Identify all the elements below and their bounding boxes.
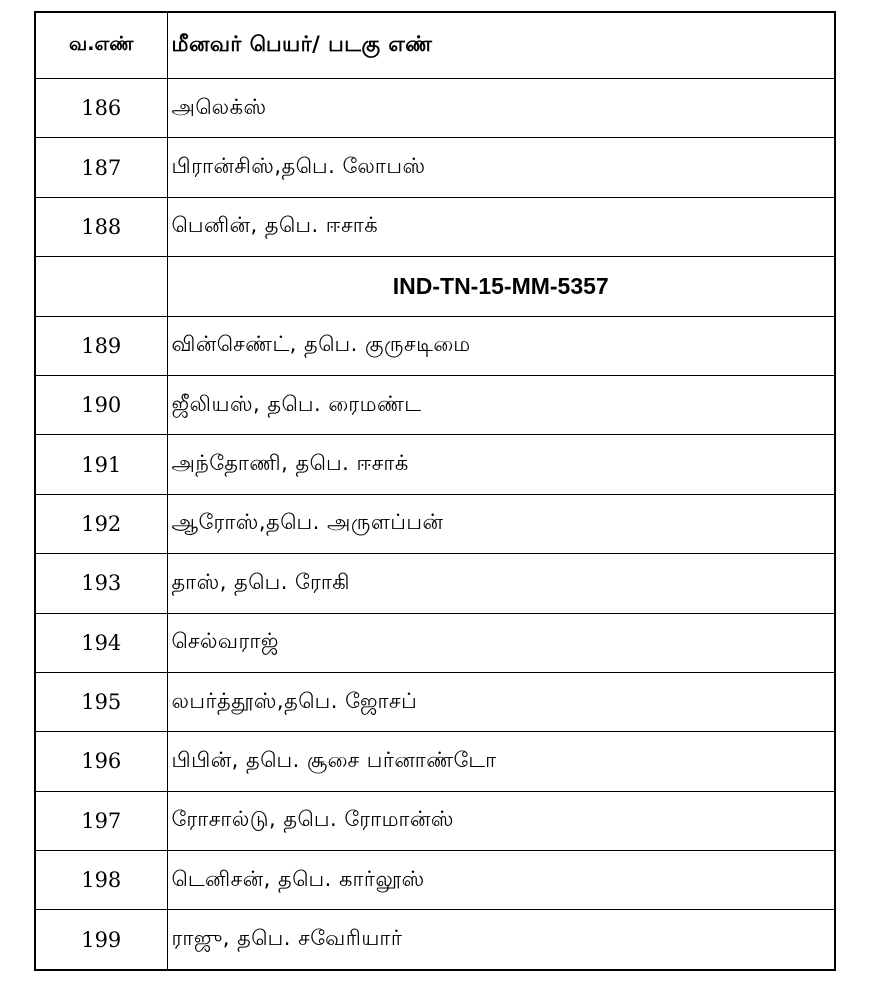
- fisherman-name-cell: அந்தோணி, தபெ. ஈசாக்: [167, 435, 835, 494]
- vessel-serial-cell: [35, 257, 167, 316]
- serial-number-cell: 193: [35, 554, 167, 613]
- fisherman-name-cell: டெனிசன், தபெ. கார்லூஸ்: [167, 851, 835, 910]
- table-row: [35, 732, 835, 791]
- table-row: [35, 554, 835, 613]
- serial-number-cell: 194: [35, 613, 167, 672]
- table-row: [35, 791, 835, 850]
- table-row: [35, 316, 835, 375]
- serial-number-cell: 191: [35, 435, 167, 494]
- fisherman-name-cell: ராஜு, தபெ. சவேரியார்: [167, 910, 835, 970]
- table-row: [35, 613, 835, 672]
- boat-registration-number: IND-TN-15-MM-5357: [167, 257, 835, 316]
- serial-number-cell: 186: [35, 79, 167, 138]
- fisherman-name-cell: ரோசால்டு, தபெ. ரோமான்ஸ்: [167, 791, 835, 850]
- fisherman-name-cell: அலெக்ஸ்: [167, 79, 835, 138]
- fisherman-name-cell: வின்செண்ட், தபெ. குருசடிமை: [167, 316, 835, 375]
- table-row: [35, 197, 835, 256]
- fisherman-name-cell: செல்வராஜ்: [167, 613, 835, 672]
- fisherman-name-cell: பெனின், தபெ. ஈசாக்: [167, 197, 835, 256]
- fisherman-name-cell: ஜீலியஸ், தபெ. ரைமண்ட: [167, 375, 835, 434]
- table-row: [35, 375, 835, 434]
- serial-number-cell: 190: [35, 375, 167, 434]
- serial-number-cell: 197: [35, 791, 167, 850]
- table-row: [35, 672, 835, 731]
- serial-number-cell: 195: [35, 672, 167, 731]
- table-row: [35, 435, 835, 494]
- fisherman-name-cell: லபர்த்தூஸ்,தபெ. ஜோசப்: [167, 672, 835, 731]
- table-row: [35, 138, 835, 197]
- header-serial-number: வ.எண்: [35, 12, 167, 79]
- serial-number-cell: 198: [35, 851, 167, 910]
- fisherman-name-cell: பிபின், தபெ. சூசை பர்னாண்டோ: [167, 732, 835, 791]
- table-header-row: [35, 12, 835, 79]
- table-row: [35, 494, 835, 553]
- fishermen-table: [34, 11, 836, 971]
- fisherman-name-cell: தாஸ், தபெ. ரோகி: [167, 554, 835, 613]
- table-row: [35, 79, 835, 138]
- table-row: [35, 851, 835, 910]
- serial-number-cell: 189: [35, 316, 167, 375]
- serial-number-cell: 187: [35, 138, 167, 197]
- serial-number-cell: 192: [35, 494, 167, 553]
- vessel-row: [35, 257, 835, 316]
- table-row: [35, 910, 835, 970]
- serial-number-cell: 196: [35, 732, 167, 791]
- fisherman-name-cell: பிரான்சிஸ்,தபெ. லோபஸ்: [167, 138, 835, 197]
- fisherman-name-cell: ஆரோஸ்,தபெ. அருளப்பன்: [167, 494, 835, 553]
- serial-number-cell: 188: [35, 197, 167, 256]
- serial-number-cell: 199: [35, 910, 167, 970]
- header-fisherman-name-boat-number: மீனவர் பெயர்/ படகு எண்: [167, 12, 835, 79]
